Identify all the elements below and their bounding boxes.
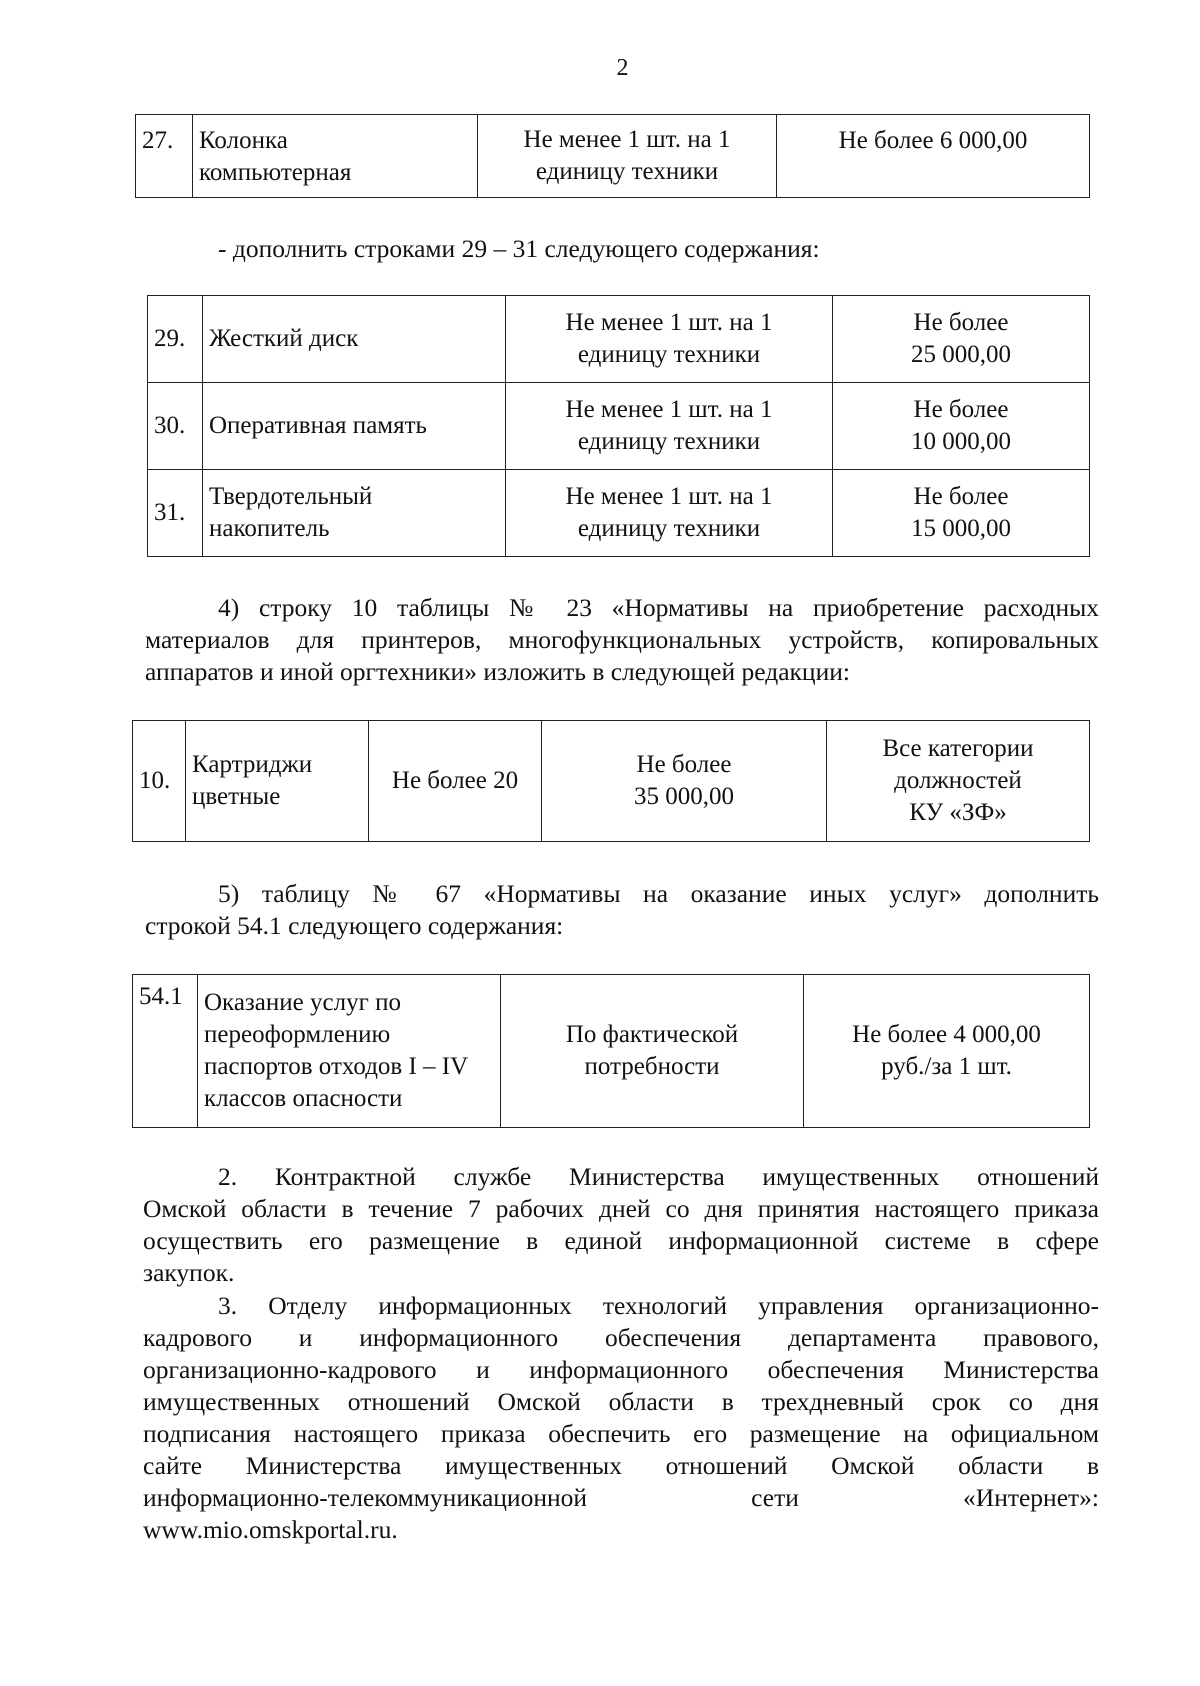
paragraph-line: материалов для принтеров, многофункциональных устройств, копировальных [145, 625, 1099, 654]
table-row-54-1 [132, 974, 1090, 1128]
item-price: Не более 35 000,00 [542, 721, 827, 842]
table-row [136, 115, 1090, 198]
paragraph-line: подписания настоящего приказа обеспечить его размещение на официальном [143, 1419, 1099, 1448]
paragraph-line: организационно-кадрового и информационного обеспечения Министерства [143, 1355, 1099, 1384]
table-rows-29-31 [147, 295, 1090, 557]
row-number: 29. [148, 296, 203, 383]
paragraph-5 [145, 878, 1099, 942]
table-row-10 [132, 720, 1090, 842]
row-number: 27. [136, 115, 193, 198]
paragraph-line: www.mio.omskportal.ru. [143, 1515, 398, 1544]
item-price: Не более 10 000,00 [833, 383, 1090, 470]
item-quantity: Не более 20 [369, 721, 542, 842]
paragraph-line: Омской области в течение 7 рабочих дней со дня принятия настоящего приказа [143, 1194, 1099, 1223]
table-row [133, 975, 1090, 1128]
item-quantity: По фактической потребности [501, 975, 804, 1128]
paragraph-line: кадрового и информационного обеспечения департамента правового, [143, 1323, 1099, 1352]
item-name: Жесткий диск [203, 296, 506, 383]
row-number: 30. [148, 383, 203, 470]
table-row [148, 296, 1090, 383]
paragraph-line: закупок. [143, 1258, 235, 1287]
paragraph-line: аппаратов и иной оргтехники» изложить в следующей редакции: [145, 657, 850, 686]
item-category: Все категории должностей КУ «ЗФ» [827, 721, 1090, 842]
paragraph-item-2 [143, 1161, 1099, 1289]
item-name: Картриджи цветные [186, 721, 369, 842]
table-row [133, 721, 1090, 842]
table-row-27 [135, 114, 1090, 198]
intro-rows-29-31: - дополнить строками 29 – 31 следующего содержания: [218, 234, 820, 263]
item-price: Не более 15 000,00 [833, 470, 1090, 557]
item-name: Колонка компьютерная [193, 115, 478, 198]
paragraph-item-3 [143, 1290, 1099, 1546]
item-price: Не более 25 000,00 [833, 296, 1090, 383]
table-row [148, 470, 1090, 557]
item-price: Не более 4 000,00 руб./за 1 шт. [804, 975, 1090, 1128]
item-quantity: Не менее 1 шт. на 1 единицу техники [506, 383, 833, 470]
item-quantity: Не менее 1 шт. на 1 единицу техники [506, 470, 833, 557]
item-name: Оказание услуг по переоформлению паспортов отходов I – IV классов опасности [198, 975, 501, 1128]
paragraph-line: информационно-телекоммуникационной сети «Интернет»: [143, 1483, 1099, 1512]
page-number: 2 [616, 55, 629, 81]
paragraph-line: осуществить его размещение в единой информационной системе в сфере [143, 1226, 1099, 1255]
row-number: 54.1 [133, 975, 198, 1128]
paragraph-line: имущественных отношений Омской области в трехдневный срок со дня [143, 1387, 1099, 1416]
table-row [148, 383, 1090, 470]
item-quantity: Не менее 1 шт. на 1 единицу техники [506, 296, 833, 383]
row-number: 10. [133, 721, 186, 842]
row-number: 31. [148, 470, 203, 557]
paragraph-line: 2. Контрактной службе Министерства имущественных отношений [218, 1162, 1099, 1191]
paragraph-line: 3. Отделу информационных технологий управления организационно- [218, 1291, 1099, 1320]
item-name: Оперативная память [203, 383, 506, 470]
paragraph-line: сайте Министерства имущественных отношений Омской области в [143, 1451, 1099, 1480]
paragraph-line: 4) строку 10 таблицы № 23 «Нормативы на приобретение расходных [218, 593, 1099, 622]
paragraph-line: строкой 54.1 следующего содержания: [145, 911, 564, 940]
paragraph-line: 5) таблицу № 67 «Нормативы на оказание иных услуг» дополнить [218, 879, 1099, 908]
item-name: Твердотельный накопитель [203, 470, 506, 557]
item-price: Не более 6 000,00 [777, 115, 1090, 198]
item-quantity: Не менее 1 шт. на 1 единицу техники [478, 115, 777, 198]
paragraph-4 [145, 592, 1099, 688]
